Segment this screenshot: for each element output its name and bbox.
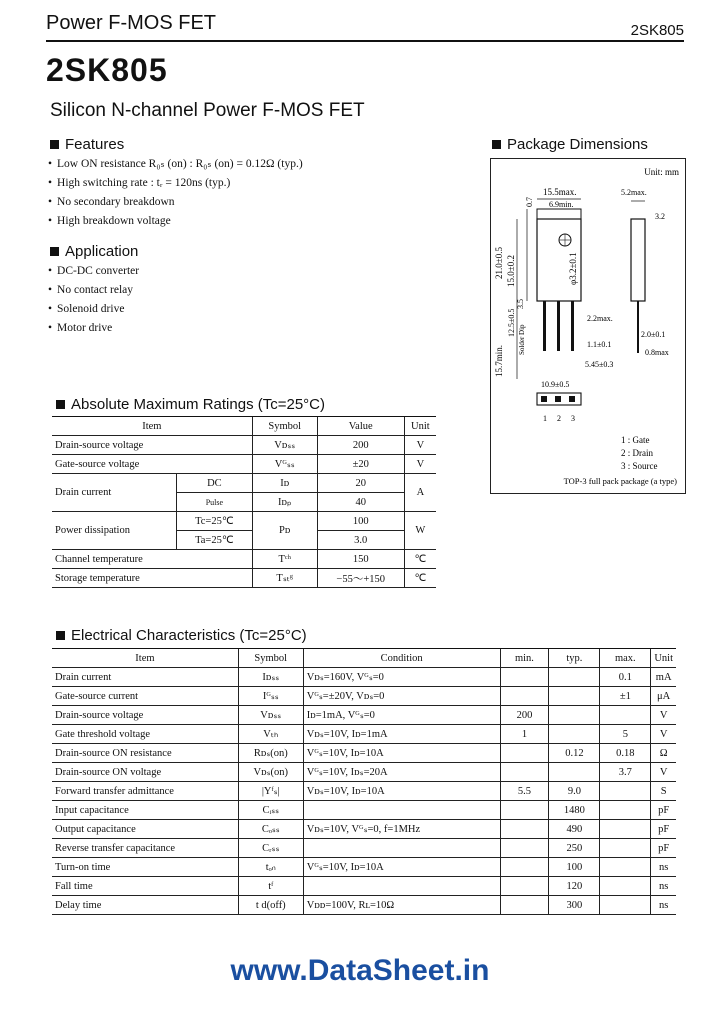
cell-typ: 300 — [549, 896, 600, 915]
table-row: Gate-source voltage Vᴳₛₛ ±20 V — [52, 455, 436, 474]
table-row — [52, 725, 676, 744]
svg-text:φ3.2±0.1: φ3.2±0.1 — [568, 252, 578, 285]
cell-min — [500, 896, 549, 915]
svg-text:21.0±0.5: 21.0±0.5 — [494, 247, 504, 279]
cell-typ: 1480 — [549, 801, 600, 820]
cell-symbol: Iᴅₛₛ — [238, 668, 303, 687]
subtitle: Silicon N-channel Power F-MOS FET — [50, 100, 365, 121]
cell-cond: Vᴅₛ=10V, Vᴳₛ=0, f=1MHz — [303, 820, 500, 839]
cell-item: Fall time — [52, 877, 238, 896]
cell-max — [600, 706, 651, 725]
svg-text:5.2max.: 5.2max. — [621, 188, 647, 197]
cell-cond: Vᴅₛ=10V, Iᴅ=10A — [303, 782, 500, 801]
cell-typ — [549, 706, 600, 725]
cell-symbol: Vᴅₛₛ — [238, 706, 303, 725]
cell-cond: Vᴅₛ=160V, Vᴳₛ=0 — [303, 668, 500, 687]
table-row — [52, 858, 676, 877]
cell-unit: ns — [651, 858, 676, 877]
list-item: • Motor drive — [48, 319, 139, 338]
table-row — [52, 820, 676, 839]
cell-item: Input capacitance — [52, 801, 238, 820]
table-row: Channel temperature Tᶜʰ 150 ℃ — [52, 550, 436, 569]
cell-min: 5.5 — [500, 782, 549, 801]
cell-cond: Vᴳₛ=±20V, Vᴅₛ=0 — [303, 687, 500, 706]
cell-max: ±1 — [600, 687, 651, 706]
cell-min: 1 — [500, 725, 549, 744]
lead-3 — [571, 301, 574, 351]
cell-unit: V — [651, 725, 676, 744]
square-bullet-icon — [50, 247, 59, 256]
cell-unit: μA — [651, 687, 676, 706]
table-row — [52, 896, 676, 915]
table-row: Storage temperature Tₛₜᵍ −55～+150 ℃ — [52, 569, 436, 588]
table-row: Drain-source voltage Vᴅₛₛ 200 V — [52, 436, 436, 455]
cell-min — [500, 820, 549, 839]
cell-unit: pF — [651, 820, 676, 839]
package-heading: Package Dimensions — [492, 136, 648, 153]
pin-label: 1 — [543, 414, 547, 423]
cell-min: 200 — [500, 706, 549, 725]
application-heading: Application — [50, 243, 138, 260]
square-bullet-icon — [56, 631, 65, 640]
application-list — [48, 262, 139, 338]
legend-drain: 2 : Drain — [621, 448, 653, 458]
cell-min — [500, 763, 549, 782]
table-row — [52, 668, 676, 687]
features-heading: Features — [50, 136, 124, 153]
svg-text:5.45±0.3: 5.45±0.3 — [585, 360, 614, 369]
legend-gate: 1 : Gate — [621, 435, 650, 445]
cell-item: Output capacitance — [52, 820, 238, 839]
cell-min — [500, 839, 549, 858]
cell-max — [600, 858, 651, 877]
square-bullet-icon — [492, 140, 501, 149]
list-item: • High breakdown voltage — [48, 212, 303, 231]
cell-item: Reverse transfer capacitance — [52, 839, 238, 858]
cell-max: 5 — [600, 725, 651, 744]
elec-heading: Electrical Characteristics (Tc=25°C) — [56, 627, 307, 644]
package-drawing — [491, 159, 685, 493]
package-name: TOP-3 full pack package (a type) — [563, 476, 677, 486]
header-title: Power F-MOS FET — [46, 12, 217, 34]
cell-typ: 490 — [549, 820, 600, 839]
cell-min — [500, 801, 549, 820]
cell-symbol: tₒₙ — [238, 858, 303, 877]
cell-unit: V — [651, 763, 676, 782]
package-tab — [537, 209, 581, 219]
cell-item: Drain current — [52, 668, 238, 687]
cell-cond: Vᴅₛ=10V, Iᴅ=1mA — [303, 725, 500, 744]
cell-unit: pF — [651, 801, 676, 820]
svg-text:15.0±0.2: 15.0±0.2 — [506, 255, 516, 287]
svg-text:3.2: 3.2 — [655, 212, 665, 221]
col-unit: Unit — [404, 417, 436, 436]
cell-item: Delay time — [52, 896, 238, 915]
cell-cond — [303, 877, 500, 896]
col-item: Item — [52, 417, 252, 436]
cell-cond: Vᴳₛ=10V, Iᴅₛ=20A — [303, 763, 500, 782]
cell-typ — [549, 687, 600, 706]
features-list — [48, 155, 303, 231]
list-item: • High switching rate : tᵣ = 120ns (typ.) — [48, 174, 303, 193]
square-bullet-icon — [50, 140, 59, 149]
header-rule — [46, 40, 684, 42]
list-item: • No secondary breakdown — [48, 193, 303, 212]
cell-item: Gate-source current — [52, 687, 238, 706]
elec-table — [52, 648, 676, 915]
svg-text:3.5: 3.5 — [516, 299, 525, 309]
watermark: www.DataSheet.in — [230, 954, 490, 987]
cell-unit: mA — [651, 668, 676, 687]
lead-1 — [543, 301, 546, 351]
cell-min — [500, 744, 549, 763]
cell-symbol: Vᴅₛ(on) — [238, 763, 303, 782]
cell-symbol: |Yᶠₛ| — [238, 782, 303, 801]
cell-symbol: Cₒₛₛ — [238, 820, 303, 839]
cell-min — [500, 668, 549, 687]
cell-max — [600, 896, 651, 915]
legend-source: 3 : Source — [621, 461, 658, 471]
cell-item: Drain-source ON voltage — [52, 763, 238, 782]
cell-typ: 250 — [549, 839, 600, 858]
table-row — [52, 782, 676, 801]
package-drawing-box — [490, 158, 686, 494]
col-min: min. — [500, 649, 549, 668]
table-row — [52, 839, 676, 858]
side-view-lead — [637, 301, 639, 353]
table-row — [52, 687, 676, 706]
cell-symbol: Vₜₕ — [238, 725, 303, 744]
table-row — [52, 763, 676, 782]
cell-cond: Vᴳₛ=10V, Iᴅ=10A — [303, 744, 500, 763]
table-row — [52, 877, 676, 896]
svg-text:10.9±0.5: 10.9±0.5 — [541, 380, 570, 389]
cell-typ — [549, 668, 600, 687]
cell-max — [600, 839, 651, 858]
svg-text:12.5±0.5: 12.5±0.5 — [507, 308, 516, 337]
table-row: Ta=25℃ 3.0 — [52, 531, 436, 550]
svg-text:15.7min.: 15.7min. — [494, 344, 504, 377]
col-item: Item — [52, 649, 238, 668]
abs-max-table — [52, 416, 436, 588]
table-row — [52, 706, 676, 725]
list-item: • Low ON resistance R₀ₛ (on) : R₀ₛ (on) = 0.12Ω (typ.) — [48, 155, 303, 174]
cell-max: 0.18 — [600, 744, 651, 763]
cell-max: 0.1 — [600, 668, 651, 687]
cell-cond: Vᴅᴅ=100V, Rʟ=10Ω — [303, 896, 500, 915]
svg-text:2.0±0.1: 2.0±0.1 — [641, 330, 666, 339]
cell-max — [600, 877, 651, 896]
col-max: max. — [600, 649, 651, 668]
lead-2 — [557, 301, 560, 351]
cell-min — [500, 687, 549, 706]
col-value: Value — [317, 417, 404, 436]
cell-typ — [549, 763, 600, 782]
pin-label: 3 — [571, 414, 575, 423]
cell-symbol: tᶠ — [238, 877, 303, 896]
table-row — [52, 801, 676, 820]
cell-cond: Vᴳₛ=10V, Iᴅ=10A — [303, 858, 500, 877]
list-item: • No contact relay — [48, 281, 139, 300]
pin-label: 2 — [557, 414, 561, 423]
cell-cond — [303, 839, 500, 858]
svg-text:2.2max.: 2.2max. — [587, 314, 613, 323]
square-bullet-icon — [56, 400, 65, 409]
col-condition: Condition — [303, 649, 500, 668]
list-item: • Solenoid drive — [48, 300, 139, 319]
cell-symbol: Cᵢₛₛ — [238, 801, 303, 820]
table-row — [52, 744, 676, 763]
cell-unit: ns — [651, 896, 676, 915]
dim-width: 15.5max. — [543, 187, 577, 197]
cell-item: Gate threshold voltage — [52, 725, 238, 744]
cell-symbol: Cᵣₛₛ — [238, 839, 303, 858]
abs-max-heading: Absolute Maximum Ratings (Tc=25°C) — [56, 396, 325, 413]
cell-max — [600, 801, 651, 820]
header-code: 2SK805 — [630, 22, 684, 39]
cell-unit: Ω — [651, 744, 676, 763]
cell-typ: 9.0 — [549, 782, 600, 801]
side-view-body — [631, 219, 645, 301]
cell-symbol: t d(off) — [238, 896, 303, 915]
col-typ: typ. — [549, 649, 600, 668]
cell-symbol: Iᴳₛₛ — [238, 687, 303, 706]
svg-text:Solder Dip: Solder Dip — [518, 324, 526, 355]
col-unit: Unit — [651, 649, 676, 668]
list-item: • DC-DC converter — [48, 262, 139, 281]
dim-width-min: 6.9min. — [549, 200, 574, 209]
cell-min — [500, 858, 549, 877]
cell-item: Drain-source ON resistance — [52, 744, 238, 763]
cell-max — [600, 782, 651, 801]
cell-typ: 100 — [549, 858, 600, 877]
cell-max: 3.7 — [600, 763, 651, 782]
cell-typ — [549, 725, 600, 744]
cell-unit: ns — [651, 877, 676, 896]
cell-typ: 120 — [549, 877, 600, 896]
col-symbol: Symbol — [252, 417, 317, 436]
cell-item: Turn-on time — [52, 858, 238, 877]
cell-item: Forward transfer admittance — [52, 782, 238, 801]
cell-item: Drain-source voltage — [52, 706, 238, 725]
cell-symbol: Rᴅₛ(on) — [238, 744, 303, 763]
cell-unit: V — [651, 706, 676, 725]
cell-unit: pF — [651, 839, 676, 858]
cell-max — [600, 820, 651, 839]
unit-label: Unit: mm — [644, 167, 679, 177]
table-row: Drain current DC Iᴅ 20 A — [52, 474, 436, 493]
table-row: Power dissipation Tc=25℃ Pᴅ 100 W — [52, 512, 436, 531]
col-symbol: Symbol — [238, 649, 303, 668]
cell-unit: S — [651, 782, 676, 801]
svg-text:1.1±0.1: 1.1±0.1 — [587, 340, 612, 349]
cell-cond — [303, 801, 500, 820]
part-number: 2SK805 — [46, 52, 168, 88]
svg-text:0.7: 0.7 — [525, 197, 534, 207]
cell-typ: 0.12 — [549, 744, 600, 763]
svg-text:0.8max: 0.8max — [645, 348, 669, 357]
table-row: Pulse Iᴅₚ 40 — [52, 493, 436, 512]
cell-cond: Iᴅ=1mA, Vᴳₛ=0 — [303, 706, 500, 725]
cell-min — [500, 877, 549, 896]
